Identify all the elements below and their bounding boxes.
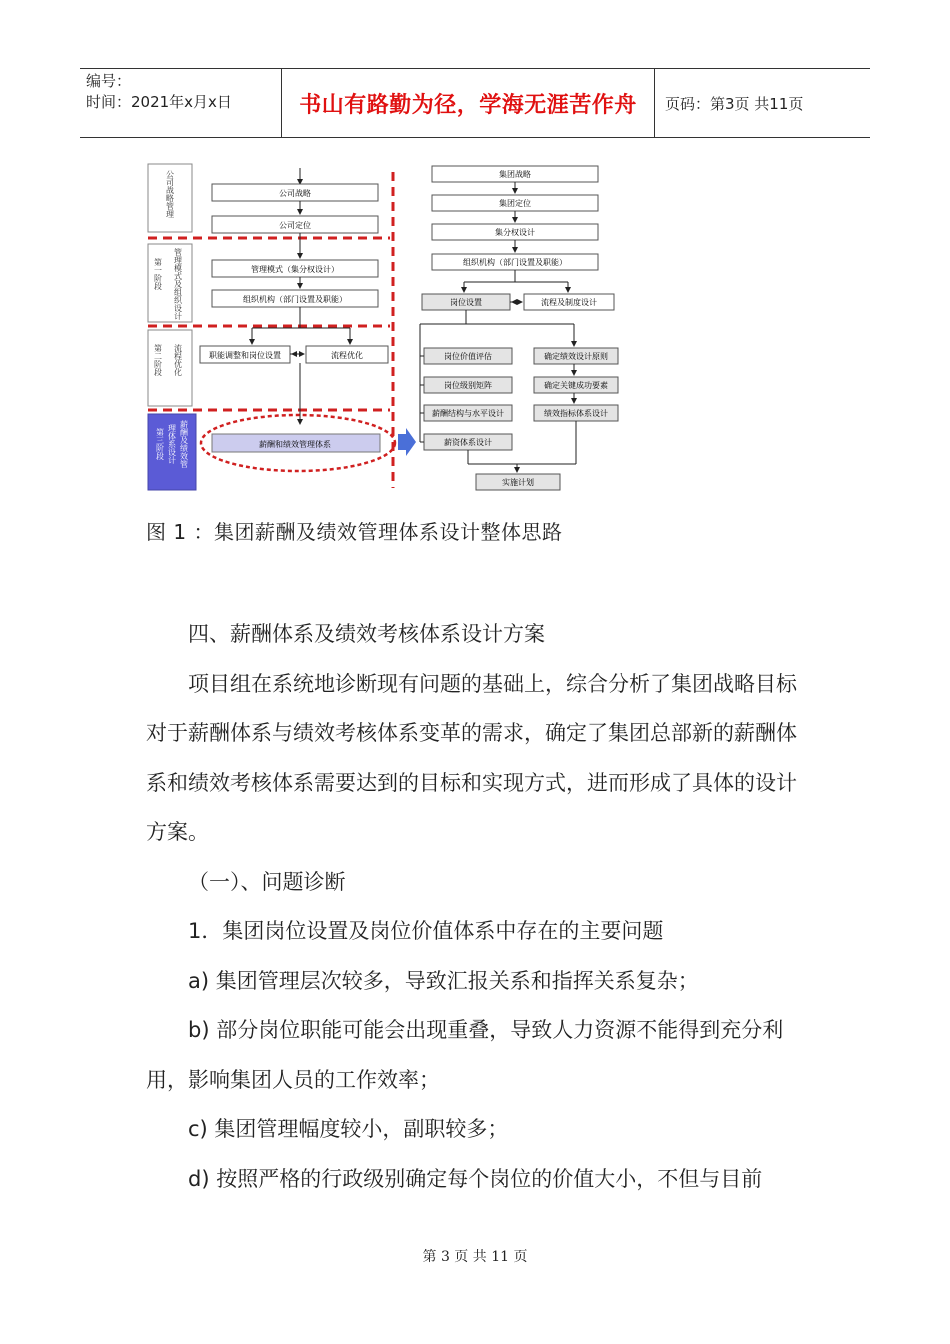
text-duty-adjust: 职能调整和岗位设置 xyxy=(209,351,281,360)
stage-label-1b: 管理模式及组织设计 xyxy=(173,248,183,320)
page-header xyxy=(80,68,870,138)
text-post-setting: 岗位设置 xyxy=(450,298,482,307)
time-label: 时间：2021年x月x日 xyxy=(86,93,232,111)
text-perf-index: 绩效指标体系设计 xyxy=(544,409,608,418)
text-salary-structure: 薪酬结构与水平设计 xyxy=(432,409,504,418)
section-title: 四、薪酬体系及绩效考核体系设计方案 xyxy=(188,622,545,646)
page-footer: 第 3 页 共 11 页 xyxy=(422,1249,528,1265)
item-c: c) 集团管理幅度较小，副职较多； xyxy=(188,1117,509,1141)
text-group-position: 集团定位 xyxy=(499,199,531,208)
text-post-value: 岗位价值评估 xyxy=(444,352,492,361)
stage-label-2a: 第二阶段 xyxy=(153,344,163,376)
text-company-position: 公司定位 xyxy=(279,221,311,230)
item-1: 1．集团岗位设置及岗位价值体系中存在的主要问题 xyxy=(188,919,664,943)
stage-label-1a: 第一阶段 xyxy=(153,258,163,290)
text-implementation: 实施计划 xyxy=(502,478,534,487)
header-meta xyxy=(80,69,282,137)
header-motto: 书山有路勤为径，学海无涯苦作舟 xyxy=(282,69,655,137)
stage-label-3c: 第三阶段 xyxy=(155,428,165,460)
sub-title: （一）、问题诊断 xyxy=(188,869,346,894)
stage-label-3a: 薪酬及绩效管 xyxy=(179,420,189,468)
text-salary-perf: 薪酬和绩效管理体系 xyxy=(259,440,331,449)
text-process-opt: 流程优化 xyxy=(331,351,363,360)
flow-diagram xyxy=(140,158,630,498)
figure-caption: 图 1 ：集团薪酬及绩效管理体系设计整体思路 xyxy=(146,520,563,544)
flow-diagram-svg xyxy=(140,158,630,498)
text-org-structure-left: 组织机构（部门设置及职能） xyxy=(243,295,347,304)
item-a: a) 集团管理层次较多，导致汇报关系和指挥关系复杂； xyxy=(188,968,699,993)
transition-arrow-icon xyxy=(398,428,416,456)
stage-label-strategy: 公司战略管理 xyxy=(165,170,175,218)
header-page-info: 页码：第3页 共11页 xyxy=(665,94,804,113)
text-salary-system: 薪资体系设计 xyxy=(444,438,492,447)
body-content xyxy=(146,610,806,1204)
item-d: d) 按照严格的行政级别确定每个岗位的价值大小，不但与目前 xyxy=(188,1166,763,1191)
text-company-strategy: 公司战略 xyxy=(279,189,311,198)
stage-label-2b: 流程优化 xyxy=(173,344,183,376)
text-post-grade: 岗位级别矩阵 xyxy=(444,381,492,390)
text-org-structure-right: 组织机构（部门设置及职能） xyxy=(463,258,567,267)
text-centralization: 集分权设计 xyxy=(495,228,535,237)
item-b: b) 部分岗位职能可能会出现重叠，导致人力资源不能得到充分利用，影响集团人员的工作效率； xyxy=(146,1018,784,1092)
text-kpi-factors: 确定关键成功要素 xyxy=(544,381,608,390)
text-perf-principle: 确定绩效设计原则 xyxy=(544,352,608,361)
stage-label-3b: 理体系设计 xyxy=(167,424,177,464)
serial-label: 编号： xyxy=(86,72,132,90)
text-process-system: 流程及制度设计 xyxy=(541,298,597,307)
paragraph-1: 项目组在系统地诊断现有问题的基础上，综合分析了集团战略目标对于薪酬体系与绩效考核体系变革的需求，确定了集团总部新的薪酬体系和绩效考核体系需要达到的目标和实现方式，进而形成了具体的设计方案。 xyxy=(146,671,797,844)
text-group-strategy: 集团战略 xyxy=(499,170,531,179)
text-mgmt-mode: 管理模式（集分权设计） xyxy=(251,265,339,274)
